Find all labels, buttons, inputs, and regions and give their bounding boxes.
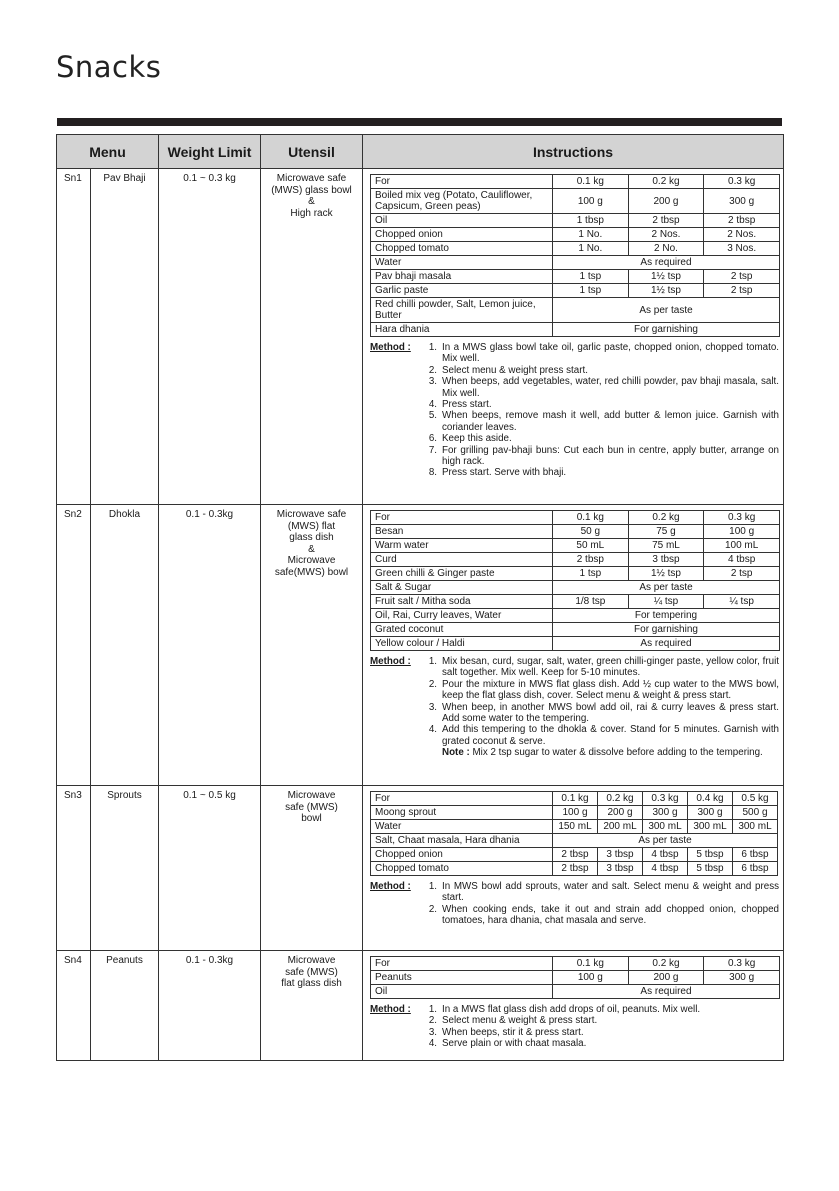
quantity-header: 0.3 kg	[704, 175, 780, 189]
ingredient-name: Chopped onion	[371, 848, 553, 862]
ingredient-quantity: 1 tbsp	[553, 214, 629, 228]
ingredient-for-label: For	[371, 511, 553, 525]
ingredient-name: Pav bhaji masala	[371, 270, 553, 284]
ingredient-for-label: For	[371, 957, 553, 971]
step-text: Select menu & weight & press start.	[442, 1015, 598, 1027]
note-text: Mix 2 tsp sugar to water & dissolve before adding to the tempering.	[472, 747, 763, 759]
ingredient-quantity: 1½ tsp	[628, 270, 704, 284]
ingredient-name: Water	[371, 256, 553, 270]
utensil-line: bowl	[301, 813, 322, 824]
method-step	[422, 433, 779, 444]
method-step	[422, 342, 779, 365]
ingredient-quantity: As per taste	[553, 581, 780, 595]
menu-name: Sprouts	[91, 786, 159, 951]
header-weight-limit: Weight Limit	[159, 135, 261, 169]
ingredient-quantity: 2 No.	[628, 242, 704, 256]
ingredient-quantity: As per taste	[553, 834, 778, 848]
ingredient-row	[371, 834, 778, 848]
ingredient-row	[371, 323, 780, 337]
ingredient-name: Green chilli & Ginger paste	[371, 567, 553, 581]
method-step	[422, 410, 779, 433]
ingredient-row	[371, 637, 780, 651]
utensil-line: safe(MWS) bowl	[274, 566, 349, 578]
ingredient-row	[371, 298, 780, 323]
ingredient-quantity: As per taste	[553, 298, 780, 323]
ingredient-quantity: 200 mL	[598, 820, 643, 834]
ingredient-quantity: 100 g	[553, 971, 629, 985]
ingredient-quantity: 100 g	[704, 525, 780, 539]
method-steps	[422, 1004, 779, 1050]
note-label: Note :	[442, 747, 470, 759]
utensil-line: Microwave	[287, 555, 336, 566]
step-text: When beeps, remove mash it well, add butter & lemon juice. Garnish with coriander leaves.	[442, 410, 779, 433]
step-text: Keep this aside.	[442, 433, 512, 445]
method-step	[422, 365, 779, 376]
recipe-row	[57, 505, 784, 786]
ingredient-quantity: 2 tbsp	[628, 214, 704, 228]
method-block	[370, 881, 779, 927]
quantity-header: 0.1 kg	[553, 957, 629, 971]
ingredient-quantity: 300 g	[643, 806, 688, 820]
page-title: Snacks	[56, 50, 162, 84]
ingredient-quantity: 75 mL	[628, 539, 704, 553]
step-text: When beeps, stir it & press start.	[442, 1026, 584, 1038]
quantity-header: 0.2 kg	[598, 792, 643, 806]
ingredient-row	[371, 623, 780, 637]
step-number: 1.	[428, 1004, 437, 1015]
ingredient-row	[371, 971, 780, 985]
ingredient-quantity: 3 tbsp	[598, 862, 643, 876]
utensil-line: (MWS) glass bowl	[271, 184, 352, 196]
method-step	[422, 904, 779, 927]
step-text: When cooking ends, take it out and strain add chopped onion, chopped tomatoes, hara dhania, chat masala and serve.	[442, 903, 779, 927]
quantity-header: 0.1 kg	[553, 175, 629, 189]
step-number: 4.	[428, 399, 437, 411]
ingredient-row	[371, 539, 780, 553]
ingredient-for-label: For	[371, 175, 553, 189]
ingredient-quantity: 1/8 tsp	[553, 595, 629, 609]
method-step	[422, 1038, 779, 1049]
ingredient-header-row	[371, 511, 780, 525]
method-step	[422, 1015, 779, 1026]
ingredient-quantity: 300 g	[704, 971, 780, 985]
ingredient-row	[371, 609, 780, 623]
method-note	[422, 747, 779, 758]
utensil-line: Microwave	[287, 955, 336, 966]
menu-code: Sn3	[57, 786, 91, 951]
ingredient-quantity: 1½ tsp	[628, 567, 704, 581]
method-step	[422, 881, 779, 904]
utensil-line: flat glass dish	[281, 978, 342, 989]
menu-name: Dhokla	[91, 505, 159, 786]
ingredient-name: Grated coconut	[371, 623, 553, 637]
ingredient-quantity: For garnishing	[553, 323, 780, 337]
step-number: 3.	[428, 376, 437, 388]
recipe-row	[57, 169, 784, 505]
ingredient-name: Oil	[371, 985, 553, 999]
ingredient-name: Fruit salt / Mitha soda	[371, 595, 553, 609]
weight-limit: 0.1 - 0.3kg	[159, 951, 261, 1061]
ingredient-name: Boiled mix veg (Potato, Cauliflower, Capsicum, Green peas)	[371, 189, 553, 214]
method-step	[422, 399, 779, 410]
header-menu: Menu	[57, 135, 159, 169]
ingredient-quantity: 100 mL	[704, 539, 780, 553]
step-text: Press start.	[442, 399, 492, 411]
method-block	[370, 656, 779, 759]
ingredient-quantity: 200 g	[628, 189, 704, 214]
quantity-header: 0.3 kg	[704, 511, 780, 525]
method-step	[422, 656, 779, 679]
ingredient-for-label: For	[371, 792, 553, 806]
ingredient-quantity: As required	[553, 256, 780, 270]
quantity-header: 0.2 kg	[628, 957, 704, 971]
header-utensil: Utensil	[261, 135, 363, 169]
method-step	[422, 1027, 779, 1038]
ingredient-name: Water	[371, 820, 553, 834]
ingredient-row	[371, 214, 780, 228]
utensil-line: (MWS) flat	[287, 520, 336, 532]
step-number: 4.	[428, 724, 437, 736]
ingredient-quantity: 1 tsp	[553, 284, 629, 298]
note-spacer	[422, 747, 442, 758]
menu-name: Pav Bhaji	[91, 169, 159, 505]
method-step	[422, 376, 779, 399]
ingredient-quantity: As required	[553, 637, 780, 651]
quantity-header: 0.3 kg	[643, 792, 688, 806]
utensil-line: High rack	[290, 207, 333, 219]
ingredient-quantity: For tempering	[553, 609, 780, 623]
step-text: When beep, in another MWS bowl add oil, rai & curry leaves & press start. Add some water to the tempering.	[442, 701, 779, 725]
method-block	[370, 1004, 779, 1050]
ingredient-quantity: 3 tbsp	[598, 848, 643, 862]
ingredient-name: Oil	[371, 214, 553, 228]
method-steps	[422, 656, 779, 759]
step-text: Add this tempering to the dhokla & cover. Stand for 5 minutes. Garnish with grated coconut & serve.	[442, 724, 779, 747]
utensil-line: &	[308, 543, 315, 555]
quantity-header: 0.1 kg	[553, 792, 598, 806]
ingredient-quantity: 300 mL	[688, 820, 733, 834]
ingredient-quantity: 3 tbsp	[628, 553, 704, 567]
ingredient-name: Salt, Chaat masala, Hara dhania	[371, 834, 553, 848]
step-number: 1.	[428, 656, 437, 667]
ingredient-header-row	[371, 792, 778, 806]
ingredient-name: Yellow colour / Haldi	[371, 637, 553, 651]
ingredient-name: Hara dhania	[371, 323, 553, 337]
ingredient-quantity: ¼ tsp	[704, 595, 780, 609]
method-step	[422, 1004, 779, 1015]
ingredient-quantity: 4 tbsp	[704, 553, 780, 567]
ingredient-quantity: 4 tbsp	[643, 848, 688, 862]
ingredient-quantity: 200 g	[628, 971, 704, 985]
step-text: In a MWS glass bowl take oil, garlic paste, chopped onion, chopped tomato. Mix well.	[442, 342, 779, 365]
quantity-header: 0.2 kg	[628, 175, 704, 189]
ingredient-quantity: 300 mL	[733, 820, 778, 834]
step-text: In MWS bowl add sprouts, water and salt. Select menu & weight and press start.	[442, 881, 779, 904]
ingredient-quantity: For garnishing	[553, 623, 780, 637]
ingredient-name: Chopped tomato	[371, 862, 553, 876]
method-label: Method :	[370, 656, 411, 667]
step-text: In a MWS flat glass dish add drops of oil, peanuts. Mix well.	[442, 1004, 701, 1015]
utensil-line: glass dish	[289, 532, 334, 543]
step-number: 3.	[428, 701, 437, 713]
ingredient-quantity: 2 tbsp	[704, 214, 780, 228]
header-instructions: Instructions	[363, 135, 784, 169]
recipe-row	[57, 951, 784, 1061]
step-number: 6.	[428, 433, 437, 445]
ingredient-quantity: 1 No.	[553, 228, 629, 242]
quantity-header: 0.5 kg	[733, 792, 778, 806]
ingredient-quantity: 100 g	[553, 806, 598, 820]
ingredient-quantity: 5 tbsp	[688, 848, 733, 862]
ingredient-quantity: 500 g	[733, 806, 778, 820]
snacks-table	[56, 134, 784, 1061]
utensil-line: Microwave safe	[276, 173, 347, 184]
ingredient-quantity: 2 tsp	[704, 567, 780, 581]
ingredient-table	[370, 174, 780, 337]
step-text: Serve plain or with chaat masala.	[442, 1038, 587, 1050]
ingredient-quantity: 100 g	[553, 189, 629, 214]
ingredient-name: Oil, Rai, Curry leaves, Water	[371, 609, 553, 623]
step-number: 3.	[428, 1026, 437, 1038]
method-label: Method :	[370, 1004, 411, 1015]
step-number: 2.	[428, 1015, 437, 1027]
weight-limit: 0.1 - 0.3kg	[159, 505, 261, 786]
title-divider	[57, 118, 782, 126]
step-number: 7.	[428, 444, 437, 456]
ingredient-row	[371, 256, 780, 270]
menu-name: Peanuts	[91, 951, 159, 1061]
method-step	[422, 467, 779, 478]
method-steps	[422, 342, 779, 479]
utensil	[261, 951, 363, 1061]
ingredient-name: Moong sprout	[371, 806, 553, 820]
utensil-line: Microwave	[287, 790, 336, 801]
quantity-header: 0.3 kg	[704, 957, 780, 971]
ingredient-quantity: 50 mL	[553, 539, 629, 553]
ingredient-row	[371, 848, 778, 862]
instructions-cell	[363, 786, 784, 951]
ingredient-quantity: 75 g	[628, 525, 704, 539]
method-block	[370, 342, 779, 479]
quantity-header: 0.4 kg	[688, 792, 733, 806]
ingredient-quantity: 1 tsp	[553, 567, 629, 581]
utensil	[261, 786, 363, 951]
utensil-line: safe (MWS)	[285, 801, 338, 813]
ingredient-row	[371, 567, 780, 581]
ingredient-row	[371, 270, 780, 284]
step-number: 2.	[428, 678, 437, 690]
step-text: Mix besan, curd, sugar, salt, water, green chilli-ginger paste, yellow color, fruit salt together. Mix well. Keep for 5-10 minutes.	[442, 656, 779, 679]
ingredient-row	[371, 820, 778, 834]
ingredient-quantity: 1½ tsp	[628, 284, 704, 298]
method-steps	[422, 881, 779, 927]
ingredient-name: Besan	[371, 525, 553, 539]
method-step	[422, 445, 779, 468]
ingredient-name: Chopped tomato	[371, 242, 553, 256]
ingredient-name: Garlic paste	[371, 284, 553, 298]
method-step	[422, 702, 779, 725]
ingredient-quantity: 6 tbsp	[733, 862, 778, 876]
ingredient-quantity: 5 tbsp	[688, 862, 733, 876]
ingredient-quantity: 2 Nos.	[628, 228, 704, 242]
menu-code: Sn1	[57, 169, 91, 505]
ingredient-quantity: 300 g	[688, 806, 733, 820]
ingredient-quantity: 3 Nos.	[704, 242, 780, 256]
ingredient-row	[371, 189, 780, 214]
instructions-cell	[363, 951, 784, 1061]
utensil-line: Microwave safe	[276, 509, 347, 520]
step-text: Pour the mixture in MWS flat glass dish. Add ½ cup water to the MWS bowl, keep the flat glass dish, cover. Select menu & weight & press start.	[442, 678, 779, 702]
menu-code: Sn2	[57, 505, 91, 786]
menu-code: Sn4	[57, 951, 91, 1061]
ingredient-row	[371, 985, 780, 999]
ingredient-row	[371, 553, 780, 567]
ingredient-quantity: ¼ tsp	[628, 595, 704, 609]
instructions-cell	[363, 505, 784, 786]
method-label: Method :	[370, 342, 411, 353]
ingredient-quantity: 2 tbsp	[553, 862, 598, 876]
ingredient-quantity: 1 No.	[553, 242, 629, 256]
ingredient-quantity: 300 g	[704, 189, 780, 214]
ingredient-table	[370, 510, 780, 651]
ingredient-row	[371, 525, 780, 539]
ingredient-quantity: 2 tbsp	[553, 848, 598, 862]
recipe-row	[57, 786, 784, 951]
step-text: Select menu & weight press start.	[442, 364, 588, 376]
ingredient-quantity: 2 tsp	[704, 270, 780, 284]
step-text: Press start. Serve with bhaji.	[442, 467, 567, 479]
utensil	[261, 505, 363, 786]
method-step	[422, 724, 779, 747]
quantity-header: 0.2 kg	[628, 511, 704, 525]
step-number: 2.	[428, 903, 437, 915]
weight-limit: 0.1 ~ 0.3 kg	[159, 169, 261, 505]
ingredient-table	[370, 956, 780, 999]
ingredient-quantity: 150 mL	[553, 820, 598, 834]
ingredient-quantity: 2 tsp	[704, 284, 780, 298]
step-number: 5.	[428, 410, 437, 422]
ingredient-name: Salt & Sugar	[371, 581, 553, 595]
ingredient-name: Curd	[371, 553, 553, 567]
ingredient-header-row	[371, 175, 780, 189]
ingredient-quantity: 300 mL	[643, 820, 688, 834]
ingredient-row	[371, 862, 778, 876]
step-number: 1.	[428, 342, 437, 353]
header-row	[57, 135, 784, 169]
utensil-line: safe (MWS)	[285, 966, 338, 978]
step-number: 1.	[428, 881, 437, 892]
ingredient-quantity: As required	[553, 985, 780, 999]
ingredient-name: Warm water	[371, 539, 553, 553]
ingredient-quantity: 4 tbsp	[643, 862, 688, 876]
method-label: Method :	[370, 881, 411, 892]
ingredient-row	[371, 242, 780, 256]
ingredient-row	[371, 595, 780, 609]
method-step	[422, 679, 779, 702]
note-text-wrap	[442, 747, 779, 758]
ingredient-quantity: 6 tbsp	[733, 848, 778, 862]
ingredient-header-row	[371, 957, 780, 971]
utensil	[261, 169, 363, 505]
ingredient-quantity: 2 Nos.	[704, 228, 780, 242]
step-text: For grilling pav-bhaji buns: Cut each bun in centre, apply butter, arrange on high rack.	[442, 444, 779, 468]
ingredient-row	[371, 581, 780, 595]
ingredient-quantity: 50 g	[553, 525, 629, 539]
ingredient-name: Chopped onion	[371, 228, 553, 242]
ingredient-table	[370, 791, 778, 876]
ingredient-quantity: 1 tsp	[553, 270, 629, 284]
ingredient-row	[371, 806, 778, 820]
ingredient-name: Peanuts	[371, 971, 553, 985]
quantity-header: 0.1 kg	[553, 511, 629, 525]
ingredient-quantity: 2 tbsp	[553, 553, 629, 567]
ingredient-row	[371, 284, 780, 298]
step-text: When beeps, add vegetables, water, red chilli powder, pav bhaji masala, salt. Mix well.	[442, 376, 779, 399]
step-number: 8.	[428, 467, 437, 479]
step-number: 4.	[428, 1038, 437, 1050]
ingredient-name: Red chilli powder, Salt, Lemon juice, Butter	[371, 298, 553, 323]
weight-limit: 0.1 ~ 0.5 kg	[159, 786, 261, 951]
ingredient-quantity: 200 g	[598, 806, 643, 820]
step-number: 2.	[428, 364, 437, 376]
ingredient-row	[371, 228, 780, 242]
utensil-line: &	[308, 196, 315, 207]
instructions-cell	[363, 169, 784, 505]
